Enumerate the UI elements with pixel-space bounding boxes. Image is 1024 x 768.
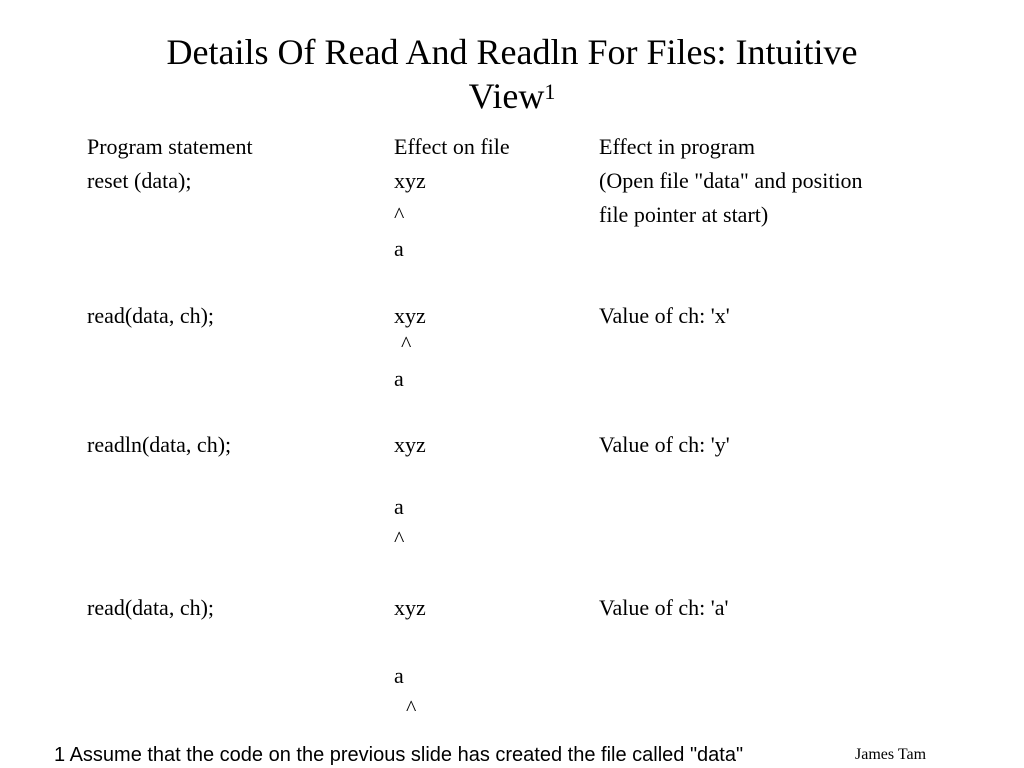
row-2-file-line-1: xyz — [394, 303, 426, 328]
row-1-effect-line-1: (Open file "data" and position — [599, 168, 863, 193]
row-1-statement: reset (data); — [87, 168, 192, 193]
title-line-2-text: View — [468, 76, 545, 116]
row-1-file-line-1: xyz — [394, 168, 426, 193]
author-name: James Tam — [855, 746, 927, 763]
row-1-file-line-2: a — [394, 236, 404, 261]
footnote: 1 Assume that the code on the previous slide has created the file called "data" — [54, 744, 744, 766]
row-3-file-line-1: xyz — [394, 432, 426, 457]
row-3-file-line-2: a — [394, 494, 404, 519]
row-2-statement: read(data, ch); — [87, 303, 215, 328]
row-2-file-line-2: a — [394, 366, 404, 391]
row-4-file-pointer: ^ — [406, 695, 417, 720]
title-line-1: Details Of Read And Readln For Files: Intuitive — [166, 32, 858, 72]
row-4-statement: read(data, ch); — [87, 595, 215, 620]
title-footnote-marker: 1 — [544, 79, 556, 104]
row-4-file-line-2: a — [394, 663, 404, 688]
title-line-2 — [0, 74, 1024, 118]
header-effect-on-file: Effect on file — [394, 134, 510, 159]
slide-title — [0, 30, 1024, 118]
header-effect-in-program: Effect in program — [599, 134, 755, 159]
row-3-effect-line-1: Value of ch: 'y' — [599, 432, 730, 457]
header-program-statement: Program statement — [87, 134, 253, 159]
row-4-effect-line-1: Value of ch: 'a' — [599, 595, 729, 620]
row-1-effect-line-2: file pointer at start) — [599, 202, 769, 227]
row-1-file-pointer: ^ — [394, 202, 405, 227]
row-4-file-line-1: xyz — [394, 595, 426, 620]
row-3-file-pointer: ^ — [394, 526, 405, 551]
row-2-file-pointer: ^ — [401, 331, 412, 356]
row-2-effect-line-1: Value of ch: 'x' — [599, 303, 730, 328]
row-3-statement: readln(data, ch); — [87, 432, 232, 457]
